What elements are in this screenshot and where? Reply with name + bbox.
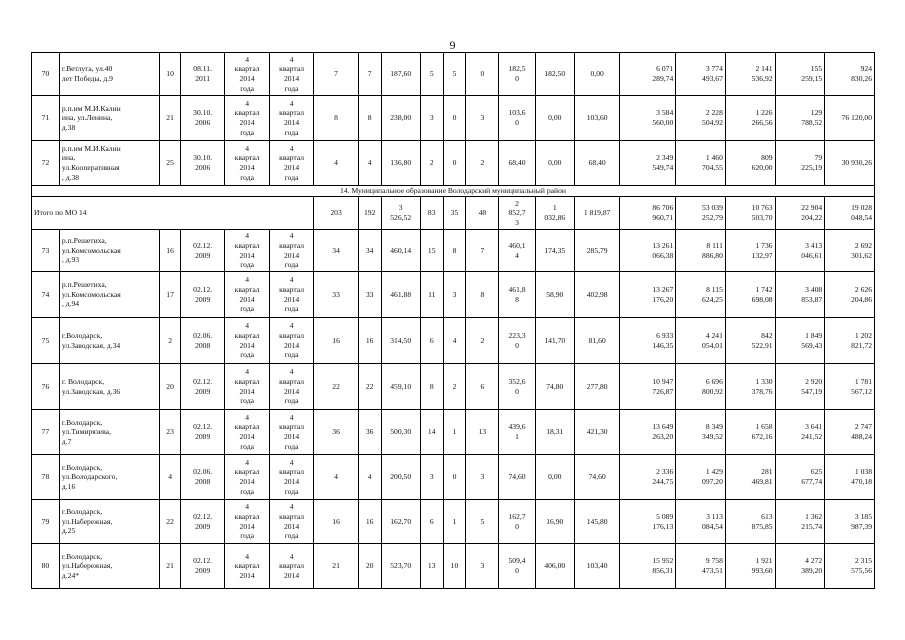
cell-n: 78 [32, 455, 60, 500]
section-title: 14. Муниципальное образование Володарский муниципальный район [32, 186, 875, 197]
cell-q1: 4 квартал 2014 года [225, 141, 269, 186]
cell-c7: 7 [314, 53, 358, 96]
cell-addr: г.Володарск, ул.Заводская, д.34 [59, 318, 159, 364]
cell-c20: 2 747 488,24 [825, 410, 875, 455]
cell-c17: 9 758 473,51 [676, 544, 726, 589]
cell-c11: 3 [443, 272, 466, 318]
cell-q2: 4 квартал 2014 года [269, 318, 313, 364]
cell-q1: 4 квартал 2014 года [225, 500, 269, 544]
cell-c9: 523,70 [381, 544, 420, 589]
cell-c16: 6 933 146,35 [620, 318, 676, 364]
cell-c7: 22 [314, 364, 358, 410]
cell-c10: 11 [420, 272, 443, 318]
cell-c18: 1 742 698,08 [725, 272, 775, 318]
cell-q2: 4 квартал 2014 [269, 544, 313, 589]
cell-c20: 924 830,26 [825, 53, 875, 96]
cell-c10: 13 [420, 544, 443, 589]
cell-c12: 0 [466, 53, 499, 96]
cell-c7: 4 [314, 455, 358, 500]
cell-c18: 281 469,81 [725, 455, 775, 500]
cell-c18: 1 736 132,97 [725, 230, 775, 272]
cell-c9: 238,00 [381, 96, 420, 141]
cell-c15: 74,60 [574, 455, 620, 500]
table-row [32, 272, 875, 318]
cell-c10: 3 [420, 96, 443, 141]
cell-c15: 285,79 [574, 230, 620, 272]
cell-c19: 3 413 046,61 [775, 230, 825, 272]
cell-c9: 187,60 [381, 53, 420, 96]
cell-c18: 613 875,85 [725, 500, 775, 544]
cell-c16: 5 089 176,13 [620, 500, 676, 544]
cell-addr: р.п.Решетиха, ул.Комсомольская , д.94 [59, 272, 159, 318]
totals-c18: 10 763 503,70 [725, 197, 775, 230]
cell-q2: 4 квартал 2014 года [269, 230, 313, 272]
cell-c14: 0,00 [535, 96, 574, 141]
cell-c19: 79 225,19 [775, 141, 825, 186]
cell-year: 10 [160, 53, 181, 96]
cell-n: 70 [32, 53, 60, 96]
cell-c7: 8 [314, 96, 358, 141]
cell-q2: 4 квартал 2014 года [269, 141, 313, 186]
cell-c13: 68,40 [499, 141, 535, 186]
cell-c16: 10 947 726,87 [620, 364, 676, 410]
cell-c14: 406,00 [535, 544, 574, 589]
table-row [32, 141, 875, 186]
cell-c19: 2 920 547,19 [775, 364, 825, 410]
totals-c17: 53 039 252,79 [676, 197, 726, 230]
cell-c12: 3 [466, 544, 499, 589]
cell-n: 75 [32, 318, 60, 364]
cell-c11: 5 [443, 53, 466, 96]
cell-c16: 6 071 289,74 [620, 53, 676, 96]
cell-addr: р.п.им М.И.Калин ина, ул.Кооперативная , д.38 [59, 141, 159, 186]
cell-c15: 81,60 [574, 318, 620, 364]
cell-year: 25 [160, 141, 181, 186]
cell-c14: 182,50 [535, 53, 574, 96]
cell-date: 02.12. 2009 [180, 544, 224, 589]
totals-c16: 86 706 960,71 [620, 197, 676, 230]
cell-c13: 162,7 0 [499, 500, 535, 544]
cell-c16: 13 267 176,20 [620, 272, 676, 318]
cell-c20: 30 930,26 [825, 141, 875, 186]
cell-q1: 4 квартал 2014 года [225, 272, 269, 318]
totals-c10: 83 [420, 197, 443, 230]
table-row [32, 500, 875, 544]
cell-c13: 509,4 0 [499, 544, 535, 589]
cell-c17: 6 696 800,92 [676, 364, 726, 410]
cell-c10: 2 [420, 141, 443, 186]
cell-c17: 1 429 097,20 [676, 455, 726, 500]
totals-c12: 48 [466, 197, 499, 230]
cell-c13: 74,60 [499, 455, 535, 500]
cell-year: 2 [160, 318, 181, 364]
cell-c20: 2 692 301,62 [825, 230, 875, 272]
cell-c10: 3 [420, 455, 443, 500]
cell-c17: 3 774 493,67 [676, 53, 726, 96]
cell-date: 02.06. 2008 [180, 318, 224, 364]
cell-date: 02.12. 2009 [180, 364, 224, 410]
cell-q2: 4 квартал 2014 года [269, 53, 313, 96]
cell-c15: 421,30 [574, 410, 620, 455]
cell-n: 71 [32, 96, 60, 141]
cell-c14: 58,90 [535, 272, 574, 318]
cell-c10: 5 [420, 53, 443, 96]
cell-q1: 4 квартал 2014 [225, 544, 269, 589]
cell-c12: 5 [466, 500, 499, 544]
cell-year: 22 [160, 500, 181, 544]
cell-c8: 4 [358, 141, 381, 186]
totals-label: Итого по МО 14 [32, 197, 314, 230]
cell-c20: 1 781 567,12 [825, 364, 875, 410]
cell-c19: 3 641 241,52 [775, 410, 825, 455]
cell-addr: г.Ветлуга, ул.40 лет Победы, д.9 [59, 53, 159, 96]
cell-c10: 14 [420, 410, 443, 455]
cell-q2: 4 квартал 2014 года [269, 272, 313, 318]
cell-c15: 402,98 [574, 272, 620, 318]
cell-n: 80 [32, 544, 60, 589]
cell-c20: 2 626 204,86 [825, 272, 875, 318]
cell-addr: г.Володарск, ул.Набережная, д.24* [59, 544, 159, 589]
cell-c8: 4 [358, 455, 381, 500]
cell-c9: 162,70 [381, 500, 420, 544]
cell-c8: 16 [358, 500, 381, 544]
table-row [32, 230, 875, 272]
cell-c16: 2 349 549,74 [620, 141, 676, 186]
cell-c13: 352,6 0 [499, 364, 535, 410]
cell-addr: р.п.им М.И.Калин ина, ул.Ленина, д.38 [59, 96, 159, 141]
table-body [32, 53, 875, 589]
cell-c11: 10 [443, 544, 466, 589]
cell-c12: 6 [466, 364, 499, 410]
cell-c13: 460,1 4 [499, 230, 535, 272]
cell-q2: 4 квартал 2014 года [269, 500, 313, 544]
cell-year: 17 [160, 272, 181, 318]
cell-c9: 461,88 [381, 272, 420, 318]
cell-c10: 8 [420, 364, 443, 410]
cell-addr: г.Володарск, ул.Тимирязева, д.7 [59, 410, 159, 455]
totals-row [32, 197, 875, 230]
cell-year: 4 [160, 455, 181, 500]
cell-c16: 13 261 066,38 [620, 230, 676, 272]
cell-addr: г.Володарск, ул.Володарского, д.16 [59, 455, 159, 500]
cell-c13: 461,8 8 [499, 272, 535, 318]
cell-n: 73 [32, 230, 60, 272]
cell-c16: 2 336 244,75 [620, 455, 676, 500]
cell-date: 08.11. 2011 [180, 53, 224, 96]
cell-year: 20 [160, 364, 181, 410]
cell-c11: 0 [443, 141, 466, 186]
cell-c15: 103,40 [574, 544, 620, 589]
cell-q1: 4 квартал 2014 года [225, 318, 269, 364]
table-row [32, 455, 875, 500]
cell-c19: 3 408 853,87 [775, 272, 825, 318]
cell-c17: 4 241 054,01 [676, 318, 726, 364]
cell-c8: 22 [358, 364, 381, 410]
cell-c17: 2 228 504,92 [676, 96, 726, 141]
cell-year: 23 [160, 410, 181, 455]
cell-c12: 8 [466, 272, 499, 318]
cell-addr: р.п.Решетиха, ул.Комсомольская , д.93 [59, 230, 159, 272]
cell-q1: 4 квартал 2014 года [225, 96, 269, 141]
cell-c10: 6 [420, 318, 443, 364]
cell-q1: 4 квартал 2014 года [225, 410, 269, 455]
cell-date: 02.12. 2009 [180, 500, 224, 544]
table-row [32, 318, 875, 364]
cell-c14: 0,00 [535, 455, 574, 500]
cell-c8: 20 [358, 544, 381, 589]
cell-c8: 34 [358, 230, 381, 272]
cell-addr: г.Володарск, ул.Набережная, д.25 [59, 500, 159, 544]
totals-c7: 203 [314, 197, 358, 230]
cell-n: 74 [32, 272, 60, 318]
cell-c13: 182,5 0 [499, 53, 535, 96]
cell-c7: 36 [314, 410, 358, 455]
totals-c15: 1 819,87 [574, 197, 620, 230]
cell-q2: 4 квартал 2014 года [269, 455, 313, 500]
cell-c16: 13 649 263,20 [620, 410, 676, 455]
cell-c8: 7 [358, 53, 381, 96]
cell-c19: 1 849 569,43 [775, 318, 825, 364]
cell-c15: 68,40 [574, 141, 620, 186]
totals-c9: 3 526,52 [381, 197, 420, 230]
cell-c20: 1 202 821,72 [825, 318, 875, 364]
cell-c11: 0 [443, 455, 466, 500]
cell-c20: 2 315 575,56 [825, 544, 875, 589]
cell-n: 79 [32, 500, 60, 544]
cell-date: 02.12. 2009 [180, 410, 224, 455]
cell-c12: 2 [466, 141, 499, 186]
cell-c11: 0 [443, 96, 466, 141]
cell-c18: 1 226 266,56 [725, 96, 775, 141]
cell-c10: 15 [420, 230, 443, 272]
cell-c14: 0,00 [535, 141, 574, 186]
page-number: 9 [449, 38, 456, 52]
cell-c20: 76 120,00 [825, 96, 875, 141]
cell-q1: 4 квартал 2014 года [225, 455, 269, 500]
cell-c16: 15 952 856,31 [620, 544, 676, 589]
totals-c11: 35 [443, 197, 466, 230]
cell-c19: 1 362 215,74 [775, 500, 825, 544]
cell-c18: 1 658 672,16 [725, 410, 775, 455]
cell-c9: 314,50 [381, 318, 420, 364]
cell-c13: 103,6 0 [499, 96, 535, 141]
cell-c20: 3 185 987,39 [825, 500, 875, 544]
cell-date: 02.06. 2008 [180, 455, 224, 500]
cell-c15: 103,60 [574, 96, 620, 141]
totals-c20: 19 028 048,54 [825, 197, 875, 230]
table-row [32, 410, 875, 455]
cell-c13: 223,3 0 [499, 318, 535, 364]
cell-c14: 174,35 [535, 230, 574, 272]
cell-c11: 1 [443, 410, 466, 455]
cell-date: 30.10. 2006 [180, 141, 224, 186]
totals-c13: 2 852,7 3 [499, 197, 535, 230]
table-row [32, 96, 875, 141]
cell-c12: 13 [466, 410, 499, 455]
cell-c10: 6 [420, 500, 443, 544]
cell-date: 02.12. 2009 [180, 272, 224, 318]
cell-c18: 1 330 378,76 [725, 364, 775, 410]
cell-c7: 4 [314, 141, 358, 186]
cell-c9: 500,30 [381, 410, 420, 455]
cell-c19: 4 272 389,20 [775, 544, 825, 589]
cell-c13: 439,6 1 [499, 410, 535, 455]
cell-c9: 460,14 [381, 230, 420, 272]
cell-q1: 4 квартал 2014 года [225, 364, 269, 410]
cell-c14: 141,70 [535, 318, 574, 364]
cell-c15: 277,80 [574, 364, 620, 410]
cell-year: 21 [160, 96, 181, 141]
cell-c11: 8 [443, 230, 466, 272]
cell-c18: 2 141 536,92 [725, 53, 775, 96]
cell-addr: г. Володарск, ул.Заводская, д.36 [59, 364, 159, 410]
cell-c17: 8 111 886,80 [676, 230, 726, 272]
cell-n: 72 [32, 141, 60, 186]
cell-c8: 8 [358, 96, 381, 141]
cell-c9: 200,50 [381, 455, 420, 500]
cell-c9: 459,10 [381, 364, 420, 410]
cell-c7: 16 [314, 500, 358, 544]
cell-c12: 7 [466, 230, 499, 272]
cell-c15: 0,00 [574, 53, 620, 96]
cell-c16: 3 584 560,00 [620, 96, 676, 141]
cell-n: 77 [32, 410, 60, 455]
cell-c18: 809 620,00 [725, 141, 775, 186]
cell-year: 21 [160, 544, 181, 589]
cell-c17: 3 113 084,54 [676, 500, 726, 544]
cell-c14: 18,31 [535, 410, 574, 455]
cell-c12: 3 [466, 455, 499, 500]
cell-c12: 3 [466, 96, 499, 141]
cell-date: 02.12. 2009 [180, 230, 224, 272]
cell-c19: 625 677,74 [775, 455, 825, 500]
cell-c19: 155 259,15 [775, 53, 825, 96]
cell-c17: 8 349 349,52 [676, 410, 726, 455]
cell-q1: 4 квартал 2014 года [225, 53, 269, 96]
cell-c11: 2 [443, 364, 466, 410]
cell-c7: 21 [314, 544, 358, 589]
cell-c7: 16 [314, 318, 358, 364]
totals-c19: 22 904 204,22 [775, 197, 825, 230]
cell-year: 16 [160, 230, 181, 272]
cell-c15: 145,80 [574, 500, 620, 544]
table-row [32, 53, 875, 96]
cell-c14: 74,80 [535, 364, 574, 410]
cell-c7: 34 [314, 230, 358, 272]
cell-c12: 2 [466, 318, 499, 364]
cell-date: 30.10. 2006 [180, 96, 224, 141]
cell-c7: 33 [314, 272, 358, 318]
totals-c14: 1 032,86 [535, 197, 574, 230]
cell-c8: 36 [358, 410, 381, 455]
housing-program-table [31, 52, 875, 589]
cell-c11: 4 [443, 318, 466, 364]
cell-c19: 129 788,52 [775, 96, 825, 141]
cell-c18: 842 522,91 [725, 318, 775, 364]
section-header-row [32, 186, 875, 197]
table-row [32, 364, 875, 410]
totals-c8: 192 [358, 197, 381, 230]
cell-c8: 33 [358, 272, 381, 318]
cell-c9: 136,80 [381, 141, 420, 186]
cell-c8: 16 [358, 318, 381, 364]
cell-c14: 16,90 [535, 500, 574, 544]
cell-c17: 1 460 704,55 [676, 141, 726, 186]
cell-q2: 4 квартал 2014 года [269, 96, 313, 141]
cell-c20: 1 038 470,18 [825, 455, 875, 500]
cell-q2: 4 квартал 2014 года [269, 364, 313, 410]
cell-n: 76 [32, 364, 60, 410]
cell-c17: 8 115 624,25 [676, 272, 726, 318]
cell-q2: 4 квартал 2014 года [269, 410, 313, 455]
cell-c18: 1 921 993,60 [725, 544, 775, 589]
cell-c11: 1 [443, 500, 466, 544]
cell-q1: 4 квартал 2014 года [225, 230, 269, 272]
table-row [32, 544, 875, 589]
